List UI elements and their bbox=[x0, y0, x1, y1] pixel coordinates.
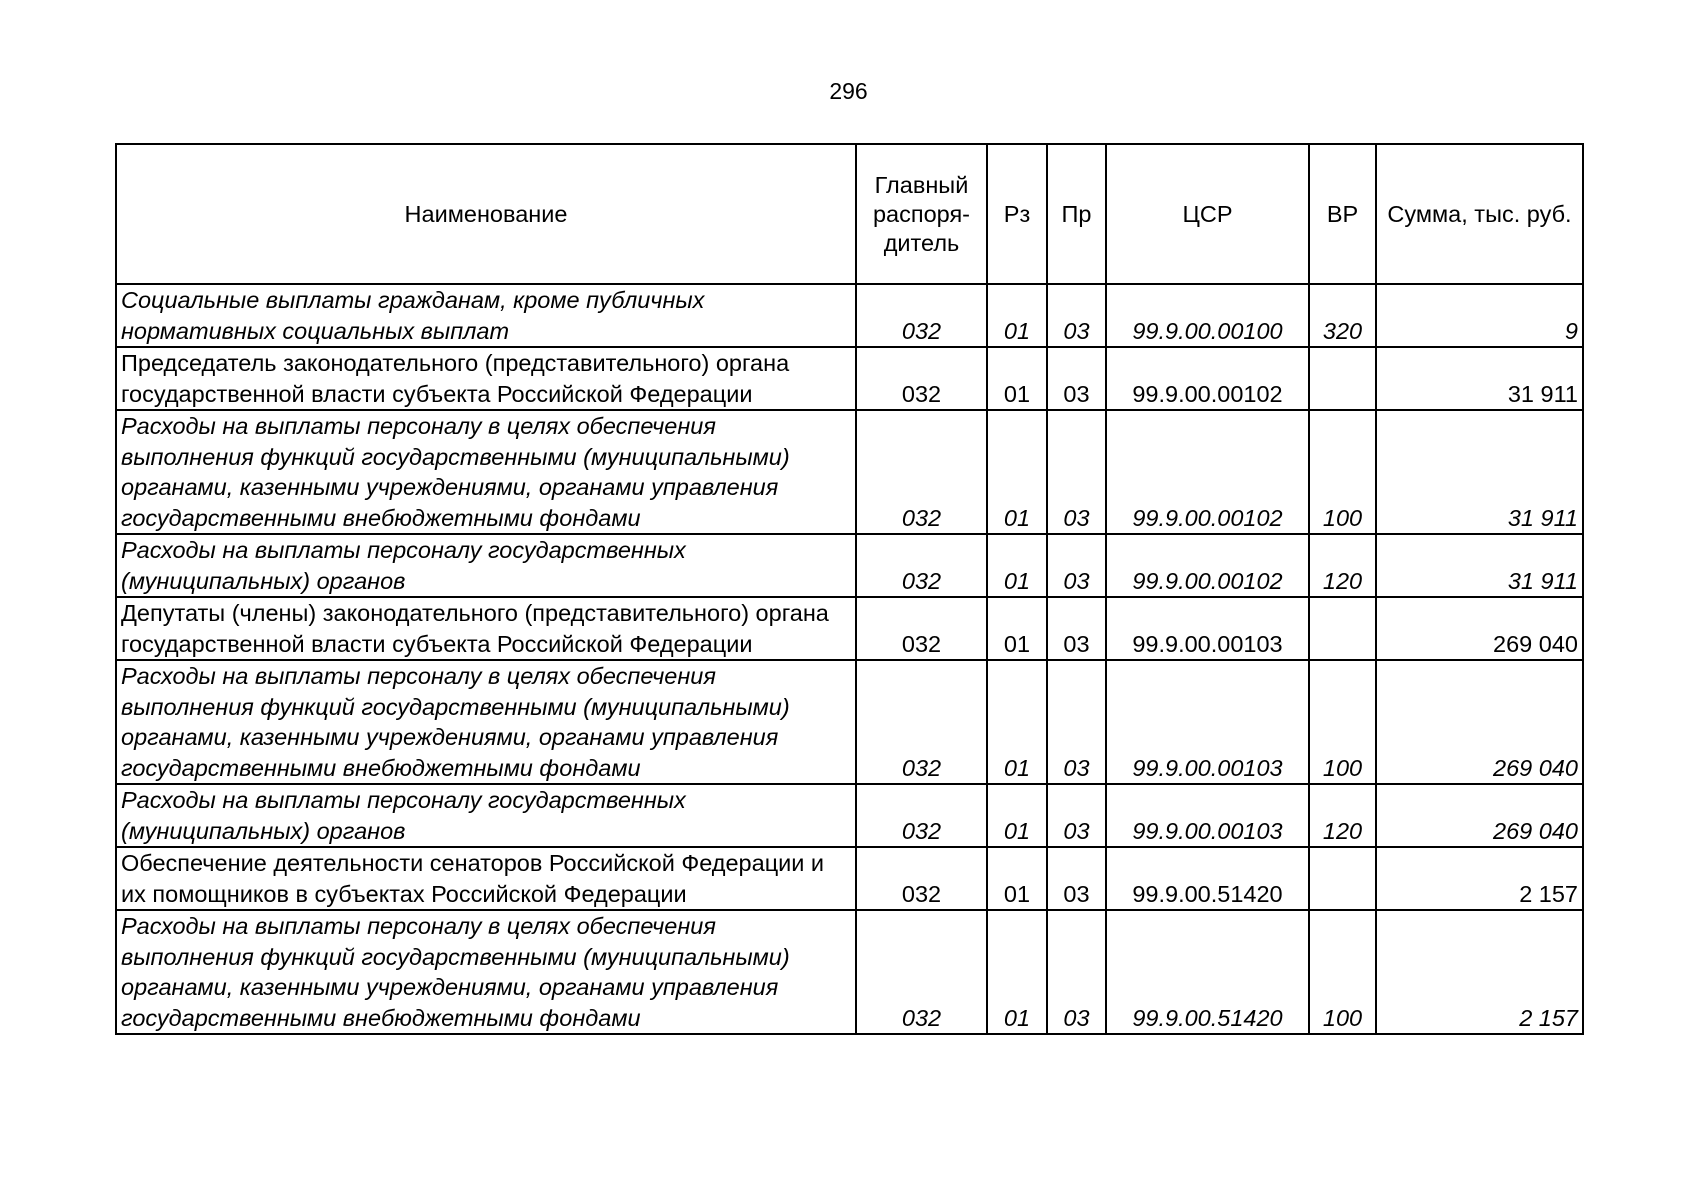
cell-subsection: 03 bbox=[1047, 597, 1106, 660]
cell-target-article: 99.9.00.00102 bbox=[1106, 534, 1309, 597]
cell-subsection: 03 bbox=[1047, 534, 1106, 597]
cell-name: Расходы на выплаты персоналу в целях обеспечения выполнения функций государственными (муниципальными) органами, казенными учреждениями, органами управления государственными внебюджетными фондами bbox=[116, 910, 856, 1034]
cell-target-article: 99.9.00.00103 bbox=[1106, 660, 1309, 784]
header-sum: Сумма, тыс. руб. bbox=[1376, 144, 1583, 284]
header-target-article: ЦСР bbox=[1106, 144, 1309, 284]
cell-target-article: 99.9.00.51420 bbox=[1106, 847, 1309, 910]
cell-sum: 2 157 bbox=[1376, 847, 1583, 910]
table-row bbox=[116, 847, 1583, 910]
table-row bbox=[116, 910, 1583, 1034]
table-body bbox=[116, 284, 1583, 1034]
cell-sum: 31 911 bbox=[1376, 410, 1583, 534]
cell-subsection: 03 bbox=[1047, 784, 1106, 847]
cell-subsection: 03 bbox=[1047, 284, 1106, 347]
cell-target-article: 99.9.00.00102 bbox=[1106, 347, 1309, 410]
cell-sum: 269 040 bbox=[1376, 597, 1583, 660]
cell-section: 01 bbox=[987, 410, 1047, 534]
cell-section: 01 bbox=[987, 347, 1047, 410]
cell-target-article: 99.9.00.51420 bbox=[1106, 910, 1309, 1034]
cell-subsection: 03 bbox=[1047, 347, 1106, 410]
cell-section: 01 bbox=[987, 910, 1047, 1034]
table-header-row bbox=[116, 144, 1583, 284]
cell-section: 01 bbox=[987, 784, 1047, 847]
cell-sum: 31 911 bbox=[1376, 534, 1583, 597]
cell-target-article: 99.9.00.00100 bbox=[1106, 284, 1309, 347]
header-name: Наименование bbox=[116, 144, 856, 284]
header-expense-type: ВР bbox=[1309, 144, 1376, 284]
cell-expense-type bbox=[1309, 847, 1376, 910]
cell-name: Расходы на выплаты персоналу в целях обеспечения выполнения функций государственными (муниципальными) органами, казенными учреждениями, органами управления государственными внебюджетными фондами bbox=[116, 660, 856, 784]
cell-expense-type bbox=[1309, 347, 1376, 410]
cell-chief-manager: 032 bbox=[856, 847, 987, 910]
cell-name: Депутаты (члены) законодательного (представительного) органа государственной власти субъекта Российской Федерации bbox=[116, 597, 856, 660]
cell-section: 01 bbox=[987, 660, 1047, 784]
cell-target-article: 99.9.00.00102 bbox=[1106, 410, 1309, 534]
cell-subsection: 03 bbox=[1047, 910, 1106, 1034]
table-row bbox=[116, 410, 1583, 534]
cell-sum: 269 040 bbox=[1376, 784, 1583, 847]
cell-section: 01 bbox=[987, 597, 1047, 660]
header-subsection: Пр bbox=[1047, 144, 1106, 284]
cell-sum: 2 157 bbox=[1376, 910, 1583, 1034]
cell-target-article: 99.9.00.00103 bbox=[1106, 784, 1309, 847]
cell-chief-manager: 032 bbox=[856, 534, 987, 597]
table-row bbox=[116, 534, 1583, 597]
cell-subsection: 03 bbox=[1047, 847, 1106, 910]
cell-name: Расходы на выплаты персоналу государственных (муниципальных) органов bbox=[116, 784, 856, 847]
cell-expense-type: 100 bbox=[1309, 410, 1376, 534]
cell-name: Расходы на выплаты персоналу в целях обеспечения выполнения функций государственными (муниципальными) органами, казенными учреждениями, органами управления государственными внебюджетными фондами bbox=[116, 410, 856, 534]
cell-subsection: 03 bbox=[1047, 410, 1106, 534]
table-row bbox=[116, 784, 1583, 847]
cell-expense-type: 320 bbox=[1309, 284, 1376, 347]
cell-expense-type: 100 bbox=[1309, 910, 1376, 1034]
cell-chief-manager: 032 bbox=[856, 284, 987, 347]
cell-subsection: 03 bbox=[1047, 660, 1106, 784]
cell-chief-manager: 032 bbox=[856, 410, 987, 534]
cell-name: Социальные выплаты гражданам, кроме публичных нормативных социальных выплат bbox=[116, 284, 856, 347]
cell-expense-type: 120 bbox=[1309, 784, 1376, 847]
table-row bbox=[116, 660, 1583, 784]
page-number: 296 bbox=[829, 78, 868, 104]
cell-name: Председатель законодательного (представительного) органа государственной власти субъекта Российской Федерации bbox=[116, 347, 856, 410]
cell-chief-manager: 032 bbox=[856, 910, 987, 1034]
cell-expense-type: 120 bbox=[1309, 534, 1376, 597]
cell-sum: 31 911 bbox=[1376, 347, 1583, 410]
header-chief-manager: Главный распоря-дитель bbox=[856, 144, 987, 284]
cell-chief-manager: 032 bbox=[856, 784, 987, 847]
cell-section: 01 bbox=[987, 284, 1047, 347]
cell-expense-type bbox=[1309, 597, 1376, 660]
table-row bbox=[116, 284, 1583, 347]
cell-chief-manager: 032 bbox=[856, 660, 987, 784]
cell-sum: 9 bbox=[1376, 284, 1583, 347]
cell-section: 01 bbox=[987, 847, 1047, 910]
cell-expense-type: 100 bbox=[1309, 660, 1376, 784]
budget-table bbox=[115, 143, 1584, 1035]
cell-chief-manager: 032 bbox=[856, 347, 987, 410]
cell-section: 01 bbox=[987, 534, 1047, 597]
header-section: Рз bbox=[987, 144, 1047, 284]
cell-target-article: 99.9.00.00103 bbox=[1106, 597, 1309, 660]
cell-name: Расходы на выплаты персоналу государственных (муниципальных) органов bbox=[116, 534, 856, 597]
table-row bbox=[116, 347, 1583, 410]
cell-chief-manager: 032 bbox=[856, 597, 987, 660]
table-row bbox=[116, 597, 1583, 660]
cell-sum: 269 040 bbox=[1376, 660, 1583, 784]
cell-name: Обеспечение деятельности сенаторов Российской Федерации и их помощников в субъектах Российской Федерации bbox=[116, 847, 856, 910]
